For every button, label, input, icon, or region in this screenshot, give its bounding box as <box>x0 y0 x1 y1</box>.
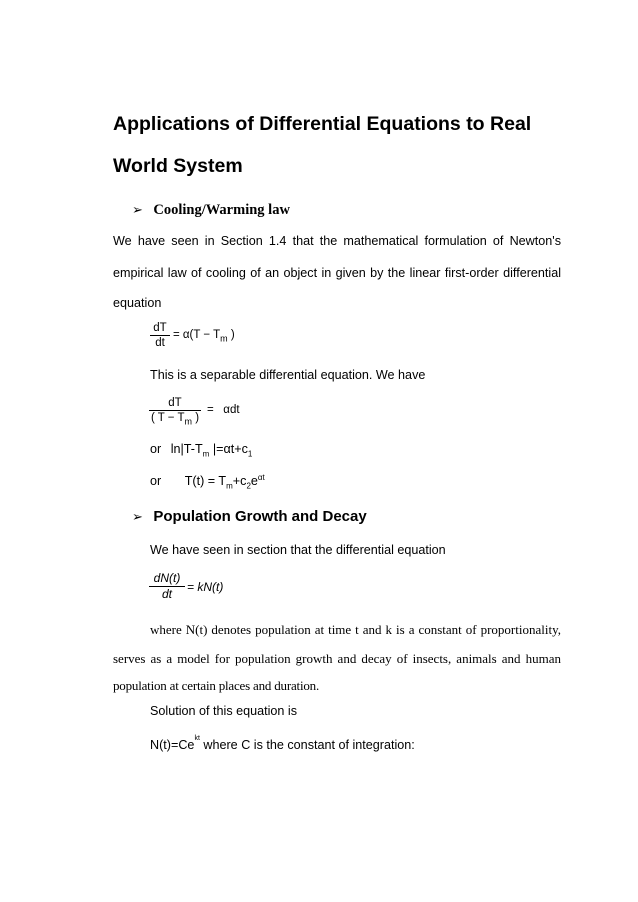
or-label-2: or <box>150 474 162 489</box>
eq2-fraction <box>149 396 201 428</box>
pop-eq-denominator: dt <box>161 587 172 601</box>
pop-eq-numerator: dN(t) <box>153 571 181 585</box>
separable-text: This is a separable differential equation. We have <box>150 368 426 382</box>
arrow-bullet-icon: ➢ <box>132 509 143 524</box>
eq1-fraction <box>150 321 170 351</box>
eq1-denominator: dt <box>155 337 165 350</box>
or-label-1: or <box>150 442 162 456</box>
solution-formula: $N(t)=Ce^{kt}$ where C is the constant of integration: <box>150 735 415 752</box>
population-intro: We have seen in section that the differential equation <box>150 543 446 557</box>
eq1-rhs: = $\alpha(T - T_m$ ) <box>173 329 235 344</box>
population-section-header <box>132 508 367 526</box>
cooling-para-line-1: We have seen in Section 1.4 that the mathematical formulation of Newton's <box>113 234 561 248</box>
solution-text: Solution of this equation is <box>150 704 298 718</box>
pop-eq-rhs: = kN(t) <box>187 580 224 594</box>
population-para-line-3: population at certain places and duration. <box>113 678 320 693</box>
page-title-line2: World System <box>113 155 243 177</box>
pop-eq-fraction <box>149 571 185 602</box>
population-para-line-2: serves as a model for population growth and decay of insects, animals and human <box>113 651 561 666</box>
or-line-1: or $\ln|T-T_m$ $|=\alpha t+c_1$ <box>150 442 253 459</box>
eq1-numerator: dT <box>153 322 167 334</box>
eq2-denominator: ( $T - T_m$ ) <box>150 412 200 427</box>
cooling-section-title: Cooling/Warming law <box>153 202 290 218</box>
eq2-rhs: = αdt <box>207 404 240 416</box>
population-para-line-1: where N(t) denotes population at time t and k is a constant of proportionality, <box>150 622 561 637</box>
arrow-bullet-icon: ➢ <box>132 202 143 217</box>
page-title-line1: Applications of Differential Equations to Real <box>113 113 532 135</box>
population-section-title: Population Growth and Decay <box>153 508 367 525</box>
cooling-para-line-2: empirical law of cooling of an object in given by the linear first-order differential <box>113 266 561 280</box>
cooling-section-header <box>132 201 290 219</box>
eq2-numerator: dT <box>168 397 182 409</box>
or-line-2: or $T(t) = T_m+c_2e^{\alpha t}$ <box>150 473 265 491</box>
cooling-para-line-3: equation <box>113 296 162 310</box>
